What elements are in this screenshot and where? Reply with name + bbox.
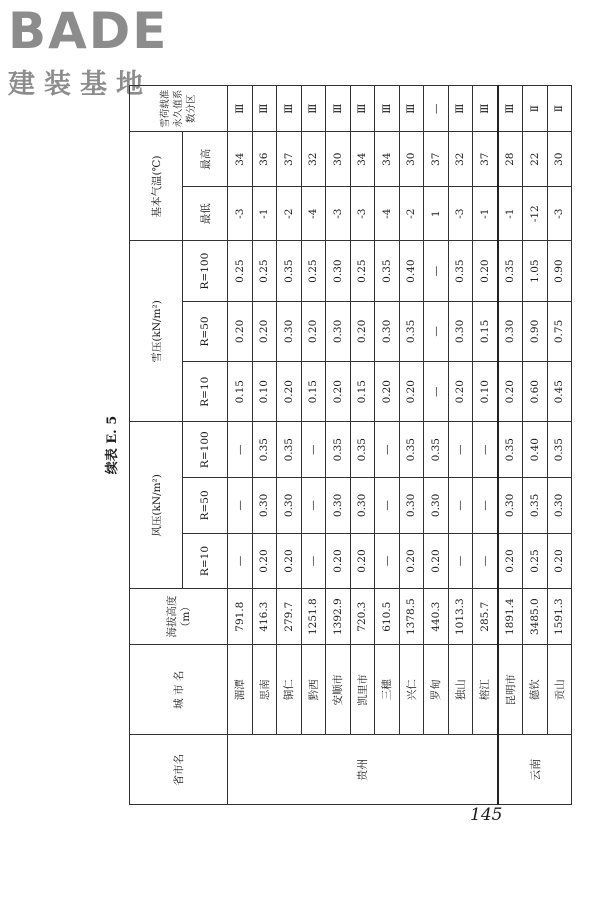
cell-s50: — (424, 301, 449, 361)
cell-s100: 0.35 (375, 241, 400, 301)
cell-w50: 0.30 (399, 478, 424, 534)
cell-tmax: 34 (350, 132, 375, 187)
cell-tmin: -3 (326, 186, 351, 240)
cell-s100: 0.30 (326, 241, 351, 301)
cell-zone: — (424, 86, 449, 132)
cell-s50: 0.30 (375, 301, 400, 361)
cell-w50: 0.30 (547, 478, 572, 534)
cell-s10: 0.15 (350, 362, 375, 422)
cell-s10: 0.20 (498, 362, 523, 422)
cell-w100: 0.35 (424, 422, 449, 478)
cell-s100: 0.25 (350, 241, 375, 301)
cell-tmin: -1 (498, 186, 523, 240)
cell-zone: Ⅲ (252, 86, 277, 132)
cell-alt: 1891.4 (498, 589, 523, 645)
cell-w50: 0.30 (350, 478, 375, 534)
cell-tmax: 22 (523, 132, 548, 187)
cell-tmin: 1 (424, 186, 449, 240)
cell-tmin: -2 (399, 186, 424, 240)
header-snow-zone: 雪荷载准永久值系数分区 (130, 86, 228, 132)
cell-s50: 0.20 (350, 301, 375, 361)
cell-city: 昆明市 (498, 645, 523, 735)
province-cell: 贵州 (228, 735, 498, 805)
cell-w100: — (448, 422, 473, 478)
cell-w100: — (375, 422, 400, 478)
cell-s50: 0.90 (523, 301, 548, 361)
header-temp-min: 最低 (183, 186, 228, 240)
header-snow-r100: R=100 (183, 241, 228, 301)
cell-w50: 0.35 (523, 478, 548, 534)
cell-tmin: -1 (473, 186, 498, 240)
cell-w10: — (301, 533, 326, 589)
header-snow: 雪压(kN/m²) (130, 241, 183, 422)
table-row (448, 86, 473, 805)
cell-w10: 0.20 (399, 533, 424, 589)
table-row (301, 86, 326, 805)
cell-w50: — (448, 478, 473, 534)
cell-w10: — (473, 533, 498, 589)
cell-s50: 0.30 (277, 301, 302, 361)
cell-city: 三穗 (375, 645, 400, 735)
cell-w100: — (301, 422, 326, 478)
cell-alt: 279.7 (277, 589, 302, 645)
cell-s100: 0.35 (277, 241, 302, 301)
cell-s10: 0.20 (326, 362, 351, 422)
cell-w100: 0.35 (498, 422, 523, 478)
cell-alt: 1251.8 (301, 589, 326, 645)
cell-w10: 0.25 (523, 533, 548, 589)
cell-zone: Ⅱ (547, 86, 572, 132)
cell-w50: — (375, 478, 400, 534)
cell-tmin: -12 (523, 186, 548, 240)
cell-zone: Ⅲ (228, 86, 253, 132)
cell-s100: 0.90 (547, 241, 572, 301)
cell-tmin: -3 (547, 186, 572, 240)
cell-tmax: 32 (301, 132, 326, 187)
cell-tmax: 36 (252, 132, 277, 187)
cell-zone: Ⅲ (448, 86, 473, 132)
cell-s100: 0.25 (301, 241, 326, 301)
cell-w50: 0.30 (424, 478, 449, 534)
cell-w100: 0.35 (252, 422, 277, 478)
cell-s100: 0.35 (448, 241, 473, 301)
cell-tmin: -3 (228, 186, 253, 240)
cell-city: 思南 (252, 645, 277, 735)
cell-alt: 1392.9 (326, 589, 351, 645)
cell-alt: 285.7 (473, 589, 498, 645)
cell-s100: 0.25 (228, 241, 253, 301)
cell-city: 铜仁 (277, 645, 302, 735)
table-row (473, 86, 498, 805)
header-snow-r50: R=50 (183, 301, 228, 361)
table-row (228, 86, 253, 805)
province-cell: 云南 (498, 735, 572, 805)
cell-tmax: 28 (498, 132, 523, 187)
cell-tmax: 30 (326, 132, 351, 187)
page-number: 145 (470, 805, 503, 825)
cell-s50: 0.30 (326, 301, 351, 361)
cell-tmax: 34 (375, 132, 400, 187)
cell-zone: Ⅲ (301, 86, 326, 132)
cell-s100: 1.05 (523, 241, 548, 301)
header-wind-r10: R=10 (183, 533, 228, 589)
cell-w10: 0.20 (350, 533, 375, 589)
table-row (399, 86, 424, 805)
table-row (350, 86, 375, 805)
logo-word: BADE (8, 2, 169, 60)
cell-w10: — (228, 533, 253, 589)
cell-w100: 0.40 (523, 422, 548, 478)
rotated-table-block (97, 85, 566, 805)
cell-zone: Ⅲ (375, 86, 400, 132)
cell-w10: — (375, 533, 400, 589)
table-row (375, 86, 400, 805)
cell-s100: 0.35 (498, 241, 523, 301)
cell-w10: 0.20 (326, 533, 351, 589)
header-city: 城 市 名 (130, 645, 228, 735)
cell-zone: Ⅲ (326, 86, 351, 132)
cell-w50: 0.30 (252, 478, 277, 534)
cell-city: 黔西 (301, 645, 326, 735)
cell-s50: 0.35 (399, 301, 424, 361)
cell-w50: — (473, 478, 498, 534)
cell-s50: 0.15 (473, 301, 498, 361)
cell-tmax: 37 (473, 132, 498, 187)
cell-s100: 0.40 (399, 241, 424, 301)
cell-city: 湄潭 (228, 645, 253, 735)
cell-city: 榕江 (473, 645, 498, 735)
cell-city: 独山 (448, 645, 473, 735)
cell-w50: 0.30 (277, 478, 302, 534)
cell-w100: 0.35 (277, 422, 302, 478)
cell-city: 凯里市 (350, 645, 375, 735)
cell-tmax: 30 (547, 132, 572, 187)
cell-tmin: -1 (252, 186, 277, 240)
cell-city: 安顺市 (326, 645, 351, 735)
cell-s50: 0.30 (498, 301, 523, 361)
cell-city: 德钦 (523, 645, 548, 735)
cell-zone: Ⅲ (473, 86, 498, 132)
logo-subtitle: 建装基地 (8, 69, 152, 100)
cell-tmax: 30 (399, 132, 424, 187)
cell-city: 罗甸 (424, 645, 449, 735)
cell-s10: 0.15 (228, 362, 253, 422)
cell-s50: 0.20 (252, 301, 277, 361)
cell-zone: Ⅲ (498, 86, 523, 132)
table-row (424, 86, 449, 805)
cell-city: 兴仁 (399, 645, 424, 735)
cell-tmin: -3 (448, 186, 473, 240)
cell-alt: 1013.3 (448, 589, 473, 645)
header-snow-r10: R=10 (183, 362, 228, 422)
table-body (228, 86, 572, 805)
table-row (252, 86, 277, 805)
cell-w10: — (448, 533, 473, 589)
cell-alt: 610.5 (375, 589, 400, 645)
cell-w100: — (473, 422, 498, 478)
cell-zone: Ⅲ (350, 86, 375, 132)
cell-tmax: 37 (277, 132, 302, 187)
header-temp: 基本气温(℃) (130, 132, 183, 241)
cell-s10: 0.20 (448, 362, 473, 422)
cell-tmin: -3 (350, 186, 375, 240)
header-row-1 (130, 86, 183, 805)
table-row (498, 86, 523, 805)
cell-alt: 3485.0 (523, 589, 548, 645)
cell-tmin: -4 (375, 186, 400, 240)
cell-s10: 0.10 (252, 362, 277, 422)
cell-s50: 0.20 (301, 301, 326, 361)
table-row (547, 86, 572, 805)
cell-w10: 0.20 (277, 533, 302, 589)
cell-w10: 0.20 (547, 533, 572, 589)
cell-s10: 0.20 (399, 362, 424, 422)
header-province: 省市名 (130, 735, 228, 805)
cell-w100: — (228, 422, 253, 478)
cell-s10: 0.45 (547, 362, 572, 422)
cell-s50: 0.20 (228, 301, 253, 361)
cell-alt: 1591.3 (547, 589, 572, 645)
cell-tmin: -2 (277, 186, 302, 240)
cell-zone: Ⅱ (523, 86, 548, 132)
table-row (326, 86, 351, 805)
cell-s100: — (424, 241, 449, 301)
cell-alt: 791.8 (228, 589, 253, 645)
cell-tmin: -4 (301, 186, 326, 240)
cell-s50: 0.75 (547, 301, 572, 361)
cell-w100: 0.35 (399, 422, 424, 478)
cell-tmax: 37 (424, 132, 449, 187)
header-wind-r100: R=100 (183, 422, 228, 478)
cell-s10: 0.60 (523, 362, 548, 422)
cell-city: 贡山 (547, 645, 572, 735)
cell-alt: 1378.5 (399, 589, 424, 645)
table-caption: 续表 E. 5 (105, 415, 120, 475)
header-wind: 风压(kN/m²) (130, 422, 183, 589)
table-row (277, 86, 302, 805)
cell-alt: 440.3 (424, 589, 449, 645)
cell-w50: — (301, 478, 326, 534)
cell-s10: 0.15 (301, 362, 326, 422)
table-row (523, 86, 548, 805)
cell-zone: Ⅲ (399, 86, 424, 132)
cell-w10: 0.20 (498, 533, 523, 589)
cell-tmax: 34 (228, 132, 253, 187)
cell-alt: 720.3 (350, 589, 375, 645)
cell-w50: 0.30 (326, 478, 351, 534)
cell-w50: 0.30 (498, 478, 523, 534)
cell-s100: 0.20 (473, 241, 498, 301)
cell-s10: 0.20 (277, 362, 302, 422)
cell-s100: 0.25 (252, 241, 277, 301)
cell-s10: 0.20 (375, 362, 400, 422)
header-wind-r50: R=50 (183, 478, 228, 534)
cell-alt: 416.3 (252, 589, 277, 645)
cell-w10: 0.20 (424, 533, 449, 589)
cell-w100: 0.35 (350, 422, 375, 478)
cell-w10: 0.20 (252, 533, 277, 589)
cell-s10: — (424, 362, 449, 422)
cell-w100: 0.35 (326, 422, 351, 478)
header-altitude: 海拔高度（m） (130, 589, 228, 645)
cell-zone: Ⅲ (277, 86, 302, 132)
climate-data-table (129, 85, 572, 805)
cell-w100: 0.35 (547, 422, 572, 478)
cell-s10: 0.10 (473, 362, 498, 422)
cell-s50: 0.30 (448, 301, 473, 361)
cell-w50: — (228, 478, 253, 534)
cell-tmax: 32 (448, 132, 473, 187)
header-temp-max: 最高 (183, 132, 228, 187)
